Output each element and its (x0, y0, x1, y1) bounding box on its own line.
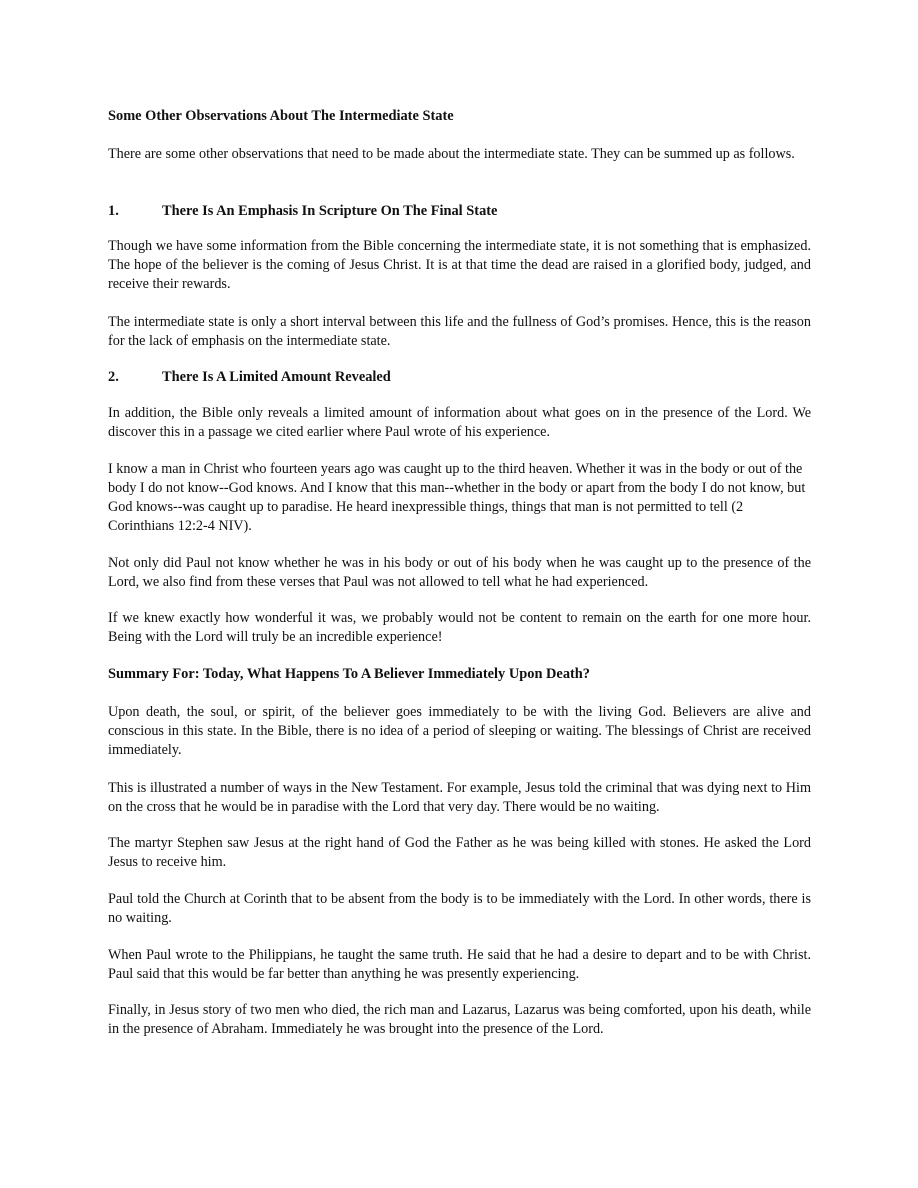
intro-paragraph: There are some other observations that need to be made about the intermediate state. They can be summed up as follows. (108, 146, 795, 162)
summary-paragraph: Upon death, the soul, or spirit, of the believer goes immediately to be with the living God. Believers are alive and conscious in this state. In the Bible, there is no idea of a period of sleeping or waiting. The blessings of Christ are received immediately. (108, 704, 811, 758)
section-2-number: 2. (108, 369, 119, 385)
summary-paragraph: This is illustrated a number of ways in the New Testament. For example, Jesus told the criminal that was dying next to Him on the cross that he would be in paradise with the Lord that very day. There would be no waiting. (108, 780, 811, 815)
section-2-title: There Is A Limited Amount Revealed (162, 369, 391, 385)
section-2-paragraph: In addition, the Bible only reveals a limited amount of information about what goes on in the presence of the Lord. We discover this in a passage we cited earlier where Paul wrote of his experience. (108, 405, 811, 440)
section-1-paragraph: Though we have some information from the Bible concerning the intermediate state, it is not something that is emphasized. The hope of the believer is the coming of Jesus Christ. It is at that time the dead are raised in a glorified body, judged, and receive their rewards. (108, 238, 811, 292)
section-2-paragraph: If we knew exactly how wonderful it was, we probably would not be content to remain on the earth for one more hour. Being with the Lord will truly be an incredible experience! (108, 610, 811, 645)
summary-paragraph: When Paul wrote to the Philippians, he taught the same truth. He said that he had a desire to depart and to be with Christ. Paul said that this would be far better than anything he was presently experiencing. (108, 947, 811, 982)
section-2-paragraph: Not only did Paul not know whether he was in his body or out of his body when he was caught up to the presence of the Lord, we also find from these verses that Paul was not allowed to tell what he had experienced. (108, 555, 811, 590)
section-1-title: There Is An Emphasis In Scripture On The Final State (162, 203, 498, 219)
section-2-heading (108, 368, 811, 387)
section-1-number: 1. (108, 203, 119, 219)
section-1-paragraph: The intermediate state is only a short interval between this life and the fullness of God’s promises. Hence, this is the reason for the lack of emphasis on the intermediate state. (108, 314, 811, 349)
scripture-quote: I know a man in Christ who fourteen years ago was caught up to the third heaven. Whether it was in the body or out of the body I do not know--God knows. And I know that this man--whether in the body or apart from the body I do not know, but God knows--was caught up to paradise. He heard inexpressible things, things that man is not permitted to tell (2 Corinthians 12:2-4 NIV). (108, 461, 806, 534)
section-1-heading (108, 202, 811, 221)
summary-paragraph: Paul told the Church at Corinth that to be absent from the body is to be immediately with the Lord. In other words, there is no waiting. (108, 891, 811, 926)
section-heading-observations: Some Other Observations About The Intermediate State (108, 108, 454, 124)
summary-paragraph: The martyr Stephen saw Jesus at the right hand of God the Father as he was being killed with stones. He asked the Lord Jesus to receive him. (108, 835, 811, 870)
summary-paragraph: Finally, in Jesus story of two men who died, the rich man and Lazarus, Lazarus was being comforted, upon his death, while in the presence of Abraham. Immediately he was brought into the presence of the Lord. (108, 1002, 811, 1037)
summary-heading: Summary For: Today, What Happens To A Believer Immediately Upon Death? (108, 666, 591, 682)
